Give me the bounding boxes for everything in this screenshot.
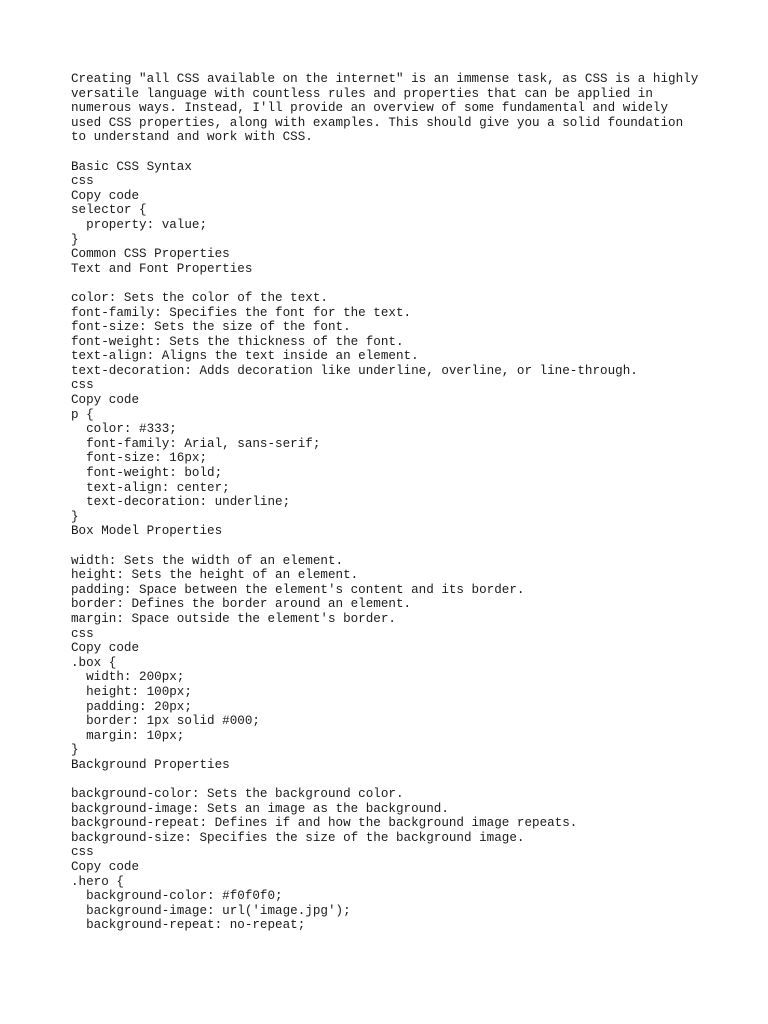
property-item: border: Defines the border around an element.: [71, 597, 412, 612]
code-line: background-image: url('image.jpg');: [71, 903, 351, 918]
code-line: background-color: #f0f0f0;: [71, 889, 283, 904]
copy-code-button[interactable]: Copy code: [71, 393, 140, 408]
property-item: width: Sets the width of an element.: [71, 553, 344, 568]
code-line: font-size: 16px;: [71, 451, 208, 466]
intro-line: to understand and work with CSS.: [71, 130, 313, 145]
property-item: background-repeat: Defines if and how the background image repeats.: [71, 816, 578, 831]
code-language-label: css: [71, 845, 94, 860]
property-list: [71, 787, 751, 845]
property-item: text-decoration: Adds decoration like underline, overline, or line-through.: [71, 363, 638, 378]
code-line: color: #333;: [71, 422, 177, 437]
code-block: [71, 203, 751, 247]
code-line: width: 200px;: [71, 670, 185, 685]
property-item: background-color: Sets the background color.: [71, 787, 404, 802]
code-language-label: css: [71, 626, 94, 641]
code-line: font-family: Arial, sans-serif;: [71, 436, 321, 451]
code-line: selector {: [71, 203, 147, 218]
code-line: property: value;: [71, 217, 208, 232]
code-line: text-align: center;: [71, 480, 230, 495]
subsection-heading: Box Model Properties: [71, 524, 223, 539]
intro-paragraph: [71, 72, 751, 145]
code-block: [71, 408, 751, 525]
code-line: }: [71, 743, 79, 758]
intro-line: Creating "all CSS available on the internet" is an immense task, as CSS is a highly: [71, 72, 699, 86]
code-line: margin: 10px;: [71, 728, 185, 743]
property-item: margin: Space outside the element's border.: [71, 611, 396, 626]
code-line: border: 1px solid #000;: [71, 714, 260, 729]
code-line: .hero {: [71, 874, 124, 889]
document-page: [71, 72, 751, 933]
code-line: background-repeat: no-repeat;: [71, 918, 306, 933]
copy-code-button[interactable]: Copy code: [71, 188, 140, 203]
code-line: }: [71, 509, 79, 524]
property-item: background-image: Sets an image as the background.: [71, 801, 449, 816]
section-box-model: [71, 524, 751, 758]
intro-line: versatile language with countless rules and properties that can be applied in: [71, 86, 653, 101]
copy-code-button[interactable]: Copy code: [71, 641, 140, 656]
section-heading: Common CSS Properties: [71, 247, 230, 262]
intro-line: used CSS properties, along with examples. This should give you a solid foundation: [71, 115, 684, 130]
code-block: [71, 875, 751, 933]
property-list: [71, 291, 751, 379]
code-line: font-weight: bold;: [71, 466, 223, 481]
code-language-label: css: [71, 174, 94, 189]
property-item: font-size: Sets the size of the font.: [71, 320, 351, 335]
section-text-font: [71, 262, 751, 525]
section-heading: Basic CSS Syntax: [71, 159, 192, 174]
property-item: background-size: Specifies the size of the background image.: [71, 830, 525, 845]
property-item: padding: Space between the element's content and its border.: [71, 582, 525, 597]
property-list: [71, 554, 751, 627]
code-line: padding: 20px;: [71, 699, 192, 714]
subsection-heading: Background Properties: [71, 757, 230, 772]
code-line: }: [71, 232, 79, 247]
property-item: font-family: Specifies the font for the text.: [71, 305, 412, 320]
code-language-label: css: [71, 378, 94, 393]
property-item: font-weight: Sets the thickness of the font.: [71, 334, 404, 349]
code-line: p {: [71, 407, 94, 422]
subsection-heading: Text and Font Properties: [71, 261, 253, 276]
section-basic-syntax: [71, 160, 751, 248]
code-block: [71, 656, 751, 758]
intro-line: numerous ways. Instead, I'll provide an overview of some fundamental and widely: [71, 101, 669, 116]
code-line: height: 100px;: [71, 684, 192, 699]
section-background: [71, 758, 751, 933]
code-line: text-decoration: underline;: [71, 495, 291, 510]
property-item: color: Sets the color of the text.: [71, 290, 328, 305]
copy-code-button[interactable]: Copy code: [71, 860, 140, 875]
code-line: .box {: [71, 655, 117, 670]
property-item: height: Sets the height of an element.: [71, 568, 359, 583]
property-item: text-align: Aligns the text inside an element.: [71, 349, 419, 364]
